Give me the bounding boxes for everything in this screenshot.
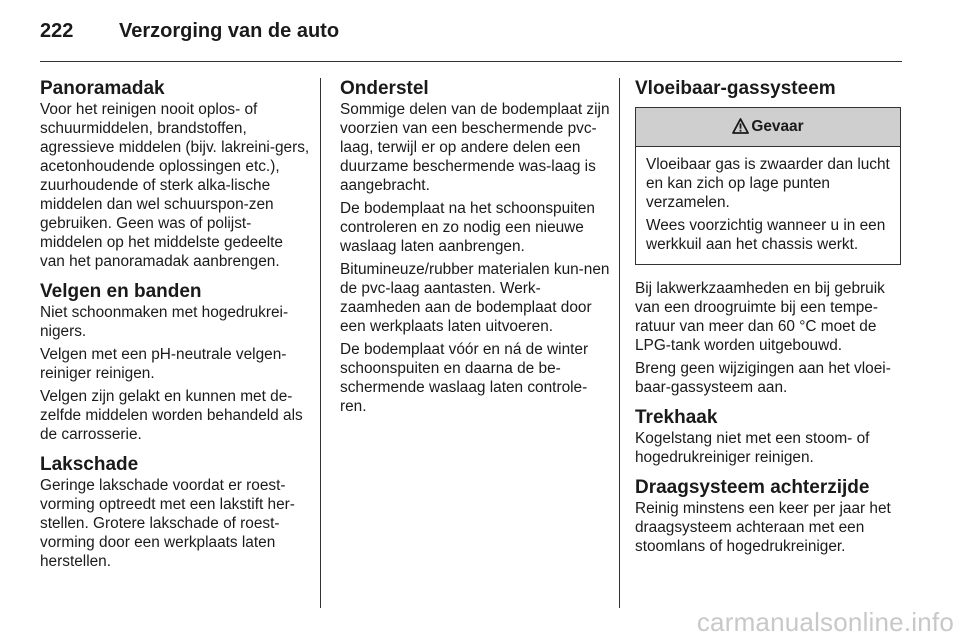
paragraph: Sommige delen van de bodemplaat zijn voorzien van een beschermende pvc-laag, terwijl er op andere delen een duurzame beschermende was-laag is aangebracht.	[340, 101, 610, 194]
paragraph: Breng geen wijzigingen aan het vloei-baar-gassysteem aan.	[635, 360, 891, 396]
page-header	[40, 14, 902, 54]
column-divider	[619, 78, 620, 608]
column-right	[635, 78, 901, 566]
column-middle	[340, 78, 612, 426]
section-heading: Draagsysteem achterzijde	[635, 477, 870, 498]
section-heading: Velgen en banden	[40, 281, 202, 302]
warning-box	[635, 107, 901, 265]
section-heading: Panoramadak	[40, 78, 165, 99]
paragraph: De bodemplaat na het schoonspuiten controleren en zo nodig een nieuwe waslaag laten aanbrengen.	[340, 200, 595, 255]
paragraph: Velgen zijn gelakt en kunnen met de-zelfde middelen worden behandeld als de carrosserie.	[40, 388, 303, 443]
section-heading: Vloeibaar-gassysteem	[635, 78, 836, 99]
section-lakschade	[40, 454, 312, 571]
paragraph: Geringe lakschade voordat er roest-vorming optreedt met een lakstift her-stellen. Grotere lakschade of roest-vorming door een werkplaats laten herstellen.	[40, 477, 295, 570]
section-panoramadak	[40, 78, 312, 271]
warning-header	[636, 108, 900, 147]
paragraph: Vloeibaar gas is zwaarder dan lucht en kan zich op lage punten verzamelen.	[646, 156, 890, 211]
paragraph: Bij lakwerkzaamheden en bij gebruik van een droogruimte bij een tempe-ratuur van meer dan 60 °C moet de LPG-tank worden uitgebouwd.	[635, 280, 885, 354]
header-divider	[40, 61, 902, 62]
section-velgen-en-banden	[40, 281, 312, 444]
section-heading: Trekhaak	[635, 407, 718, 428]
page-number: 222	[40, 20, 74, 42]
paragraph: Velgen met een pH-neutrale velgen-reiniger reinigen.	[40, 346, 287, 382]
section-heading: Onderstel	[340, 78, 429, 99]
watermark: carmanualsonline.info	[696, 607, 954, 637]
warning-label: Gevaar	[751, 118, 804, 135]
paragraph: Reinig minstens een keer per jaar het draagsysteem achteraan met een stoomlans of hogedrukreiniger.	[635, 500, 891, 555]
paragraph: Kogelstang niet met een stoom- of hogedrukreiniger reinigen.	[635, 430, 870, 466]
section-trekhaak	[635, 407, 901, 467]
section-onderstel	[340, 78, 612, 416]
paragraph: Voor het reinigen nooit oplos- of schuurmiddelen, brandstoffen, agressieve middelen (bijv. lakreini-gers, acetonhoudende oplossingen etc.), zuurhoudende of sterk alka-lische middelen dan wel schuurspon-zen gebruiken. Geen was of polijst-middelen op het middelste gedeelte van het panoramadak aanbrengen.	[40, 101, 310, 270]
paragraph: De bodemplaat vóór en ná de winter schoonspuiten en daarna de be-schermende waslaag laten controle-ren.	[340, 341, 589, 415]
paragraph: Niet schoonmaken met hogedrukrei-nigers.	[40, 304, 289, 340]
section-vloeibaar-gassysteem	[635, 78, 901, 397]
paragraph: Bitumineuze/rubber materialen kun-nen de pvc-laag aantasten. Werk-zaamheden aan de bodemplaat door een werkplaats laten uitvoeren.	[340, 261, 610, 335]
paragraph: Wees voorzichtig wanneer u in een werkkuil aan het chassis werkt.	[646, 217, 886, 253]
warning-triangle-icon	[732, 111, 749, 149]
column-left	[40, 78, 312, 581]
section-draagsysteem-achterzijde	[635, 477, 901, 556]
page-title: Verzorging van de auto	[119, 20, 340, 42]
column-divider	[320, 78, 321, 608]
warning-body	[636, 147, 900, 264]
section-heading: Lakschade	[40, 454, 139, 475]
